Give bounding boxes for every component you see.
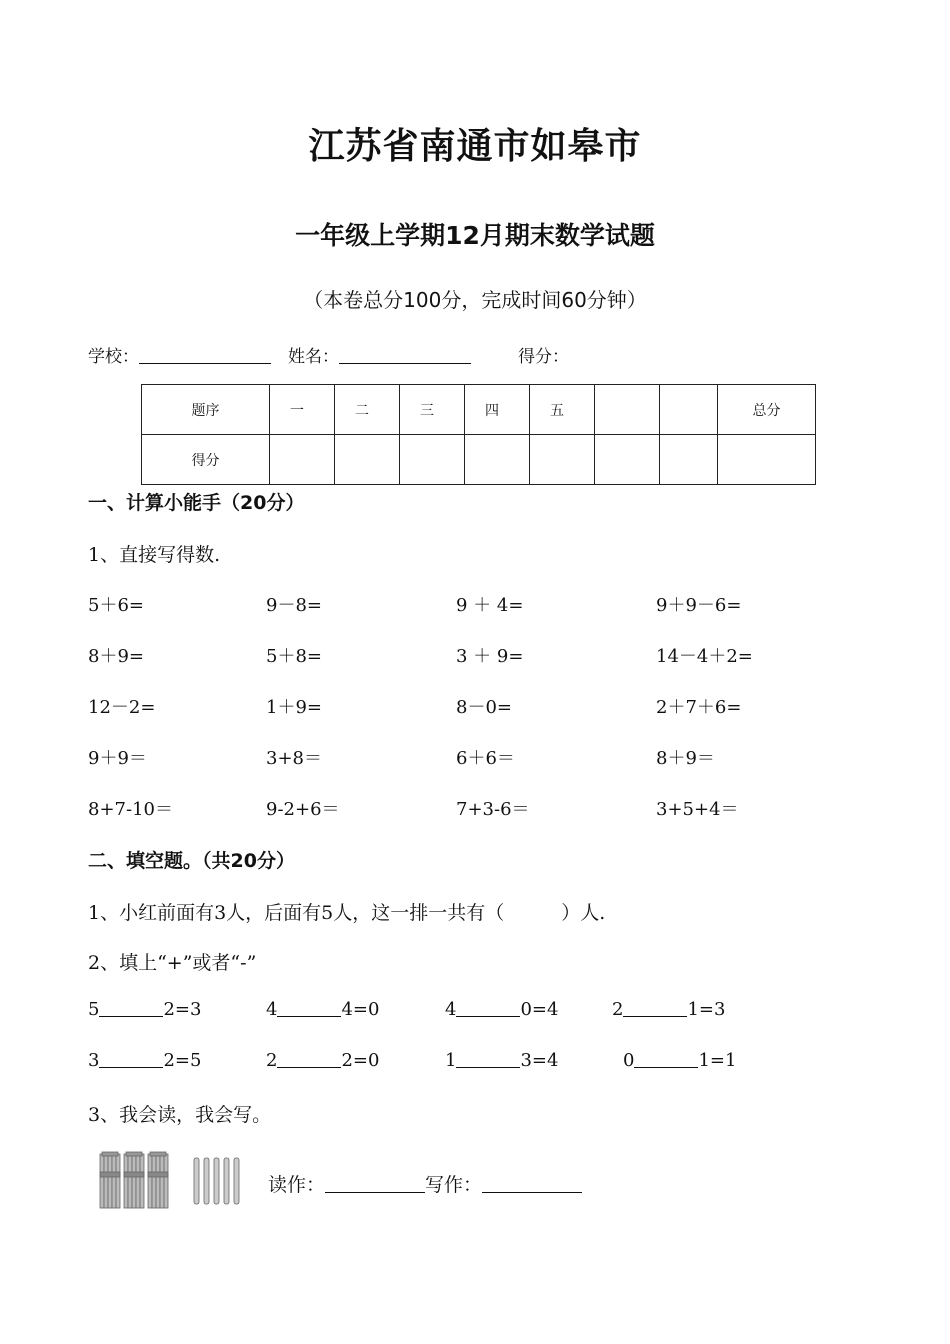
score-input-cell[interactable]: [400, 435, 465, 485]
write-blank[interactable]: [482, 1176, 582, 1193]
name-blank[interactable]: [339, 347, 471, 364]
score-input-cell[interactable]: [660, 435, 718, 485]
equation: 9＋9＝: [88, 748, 147, 769]
operator-blank[interactable]: [277, 1000, 341, 1017]
section2-q1: 1、小红前面有3人，后面有5人，这一排一共有（ ）人.: [88, 902, 606, 924]
score-table-cell: [595, 385, 660, 435]
operator-blank[interactable]: [99, 1000, 163, 1017]
score-table-header-row: [142, 385, 816, 435]
score-table-cell: 得分: [142, 435, 270, 485]
fill-item: 4 0=4: [445, 999, 559, 1020]
score-table: [141, 384, 816, 485]
fill-item: 3 2=5: [88, 1050, 202, 1071]
score-table-cell: 二: [335, 385, 400, 435]
section2-title: 二、填空题。（共20分）: [88, 850, 295, 872]
score-table-cell: 题序: [142, 385, 270, 435]
page-title: 江苏省南通市如皋市: [308, 125, 642, 167]
exam-note: （本卷总分100分，完成时间60分钟）: [303, 288, 647, 312]
bundle-of-ten-icon: [148, 1152, 168, 1208]
fill-item: 2 1=3: [612, 999, 726, 1020]
bundle-of-ten-icon: [100, 1152, 120, 1208]
score-input-cell[interactable]: [718, 435, 816, 485]
read-write-line: [268, 1170, 582, 1197]
score-table-cell: 三: [400, 385, 465, 435]
bundle-of-ten-icon: [124, 1152, 144, 1208]
operator-blank[interactable]: [623, 1000, 687, 1017]
equation: 8＋9＝: [656, 748, 715, 769]
equation: 8－0=: [456, 697, 512, 718]
equation: 5＋8=: [266, 646, 322, 667]
equation: 12－2=: [88, 697, 156, 718]
section1-title: 一、计算小能手（20分）: [88, 492, 305, 514]
school-field: [88, 342, 271, 367]
write-label: 写作：: [425, 1174, 483, 1196]
score-input-cell[interactable]: [335, 435, 400, 485]
score-input-cell[interactable]: [595, 435, 660, 485]
fill-item: 4 4=0: [266, 999, 380, 1020]
section2-q2-label: 2、填上“+”或者“-”: [88, 952, 257, 974]
equation: 2＋7＋6=: [656, 697, 742, 718]
equation: 3+8＝: [266, 748, 322, 769]
equation: 9＋9－6=: [656, 595, 742, 616]
fill-item: 5 2=3: [88, 999, 202, 1020]
equation: 7+3-6＝: [456, 799, 530, 820]
equation: 3 ＋ 9=: [456, 646, 524, 667]
score-label: 得分：: [518, 347, 569, 367]
name-label: 姓名：: [288, 347, 339, 367]
fill-item: 1 3=4: [445, 1050, 559, 1071]
fill-item: 2 2=0: [266, 1050, 380, 1071]
equation: 9 ＋ 4=: [456, 595, 524, 616]
school-label: 学校：: [88, 347, 139, 367]
score-table-cell: 一: [270, 385, 335, 435]
fill-item: 0 1=1: [623, 1050, 737, 1071]
equation: 9-2+6＝: [266, 799, 340, 820]
equation: 5＋6=: [88, 595, 144, 616]
operator-blank[interactable]: [634, 1051, 698, 1068]
operator-blank[interactable]: [456, 1051, 520, 1068]
score-input-cell[interactable]: [465, 435, 530, 485]
equation: 14－4＋2=: [656, 646, 753, 667]
equation: 3+5+4＝: [656, 799, 739, 820]
operator-blank[interactable]: [456, 1000, 520, 1017]
operator-blank[interactable]: [277, 1051, 341, 1068]
score-field: [518, 342, 569, 367]
name-field: [288, 342, 471, 367]
exam-subtitle: 一年级上学期12月期末数学试题: [295, 221, 655, 250]
equation: 9－8=: [266, 595, 322, 616]
section1-q1-label: 1、直接写得数.: [88, 544, 221, 566]
score-input-cell[interactable]: [530, 435, 595, 485]
score-table-score-row: [142, 435, 816, 485]
equation: 1＋9=: [266, 697, 322, 718]
read-blank[interactable]: [325, 1176, 425, 1193]
equation: 8+7-10＝: [88, 799, 173, 820]
single-stick-icon: [194, 1158, 239, 1204]
score-input-cell[interactable]: [270, 435, 335, 485]
read-label: 读作：: [268, 1174, 326, 1196]
score-table-cell: 四: [465, 385, 530, 435]
operator-blank[interactable]: [99, 1051, 163, 1068]
section2-q3-label: 3、我会读，我会写。: [88, 1104, 272, 1126]
score-table-cell: 总分: [718, 385, 816, 435]
school-blank[interactable]: [139, 347, 271, 364]
stick-bundles-illustration: [98, 1150, 248, 1212]
score-table-cell: 五: [530, 385, 595, 435]
score-table-cell: [660, 385, 718, 435]
equation: 6＋6＝: [456, 748, 515, 769]
equation: 8＋9=: [88, 646, 144, 667]
